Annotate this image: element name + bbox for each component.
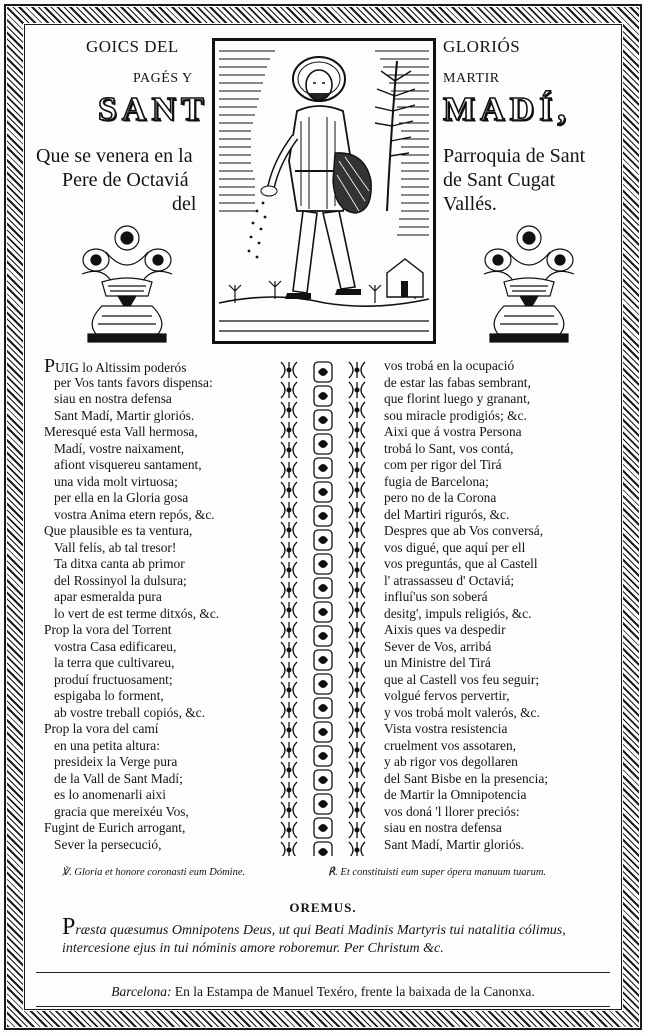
verse-line <box>44 606 219 623</box>
verse-text: ab vostre treball copiós, &c. <box>54 704 205 720</box>
verse-text: cruelment vos assotaren, <box>384 737 517 753</box>
verse-line <box>384 441 548 458</box>
title-right: GLORIÓS <box>443 37 521 56</box>
verse-text: vostra Anima etern repós, &c. <box>54 506 215 522</box>
verse-line <box>384 655 548 672</box>
verse-line <box>384 622 548 639</box>
verse-line <box>384 754 548 771</box>
verse-text: Prop la vora del Torrent <box>44 622 172 637</box>
verse-text: vos digué, que aquí per ell <box>384 539 526 555</box>
ornament-divider-1 <box>278 360 300 856</box>
verse-text: que al Castell vos feu seguir; <box>384 671 540 687</box>
verse-text: per Vos tants favors dispensa: <box>54 374 213 390</box>
verse-text: gracia que mereixéu Vos, <box>54 803 189 819</box>
verse-text: Vista vostra resistencia <box>384 721 508 736</box>
verse-line <box>44 771 219 788</box>
verse-line <box>384 606 548 623</box>
verse-line <box>44 474 219 491</box>
verse-line <box>384 474 548 491</box>
verse-line <box>44 589 219 606</box>
verse-line <box>44 705 219 722</box>
verse-line <box>384 787 548 804</box>
place-line-right-1: Parroquia de Sant <box>443 145 586 167</box>
response: ℟. Et constituisti eum super ópera manuum tuarum. <box>328 867 547 878</box>
verse-text: presideix la Verge pura <box>54 754 178 769</box>
verse-text: de la Vall de Sant Madí; <box>54 770 183 786</box>
verse-line <box>44 655 219 672</box>
verse-line <box>384 705 548 722</box>
verse-text: volgué fervos pervertir, <box>384 688 510 703</box>
verse-text: que florint luego y granant, <box>384 391 531 406</box>
imprint <box>0 984 646 1000</box>
verse-text: del Rossinyol la dulsura; <box>54 572 187 588</box>
verse-line <box>384 804 548 821</box>
verse-text: sou miracle prodigiós; &c. <box>384 407 527 423</box>
verse-text: y ab rigor vos degollaren <box>384 754 518 769</box>
ornament-divider-2 <box>312 360 334 856</box>
verse-text: lo vert de est terme ditxós, &c. <box>54 605 220 621</box>
verse-line <box>44 721 219 738</box>
verse-line <box>44 837 219 854</box>
place-line-left-2: Pere de Octaviá <box>62 169 189 191</box>
verse-line <box>44 672 219 689</box>
verse-line <box>44 754 219 771</box>
verse-line <box>384 424 548 441</box>
verse-line <box>44 622 219 639</box>
verse-text: del Martiri rigurós, &c. <box>384 506 510 522</box>
verse-line <box>384 721 548 738</box>
flower-vase-left-icon <box>72 222 182 350</box>
verse-line <box>44 408 219 425</box>
verses-left-column <box>44 355 220 853</box>
verse-text: fugia de Barcelona; <box>384 473 489 489</box>
verse-text: de Martir la Omnipotencia <box>384 787 527 802</box>
verse-text: vostra Casa edificareu, <box>54 638 177 654</box>
saint-woodcut-image <box>212 38 436 344</box>
verse-line <box>384 358 548 375</box>
verse-text: Despres que ab Vos conversá, <box>384 523 544 538</box>
verse-text: trobá lo Sant, vos contá, <box>384 440 514 456</box>
verse-line <box>384 820 548 837</box>
subtitle-right: MARTIR <box>443 71 500 86</box>
verse-text: per ella en la Gloria gosa <box>54 490 189 505</box>
verse-text: UIG lo Altissim poderós <box>55 360 187 375</box>
verse-text: la terra que cultivareu, <box>54 655 175 670</box>
prayer-text: ræsta quæsumus Omnipotens Deus, ut qui Beati Madinis Martyris tui natalitia cólimus, intercesione ejus in tui nóminis amore roboremur. Per Christum &c. <box>62 923 566 956</box>
verse-line <box>384 457 548 474</box>
verse-text: com per rigor del Tirá <box>384 457 502 472</box>
verse-text: y vos trobá molt valerós, &c. <box>384 704 540 720</box>
verse-text: vos doná 'l llorer preciós: <box>384 803 520 819</box>
verse-line <box>44 457 219 474</box>
verse-text: afiont visquereu santament, <box>54 457 202 472</box>
verse-line <box>44 540 219 557</box>
flower-vase-right-icon <box>474 222 584 350</box>
verse-text: un Ministre del Tirá <box>384 655 491 670</box>
verse-text: del Sant Bisbe en la presencia; <box>384 770 548 786</box>
verse-line <box>384 523 548 540</box>
verse-line <box>44 391 219 408</box>
verse-line <box>44 523 219 540</box>
verse-line <box>384 837 548 854</box>
verse-line <box>384 771 548 788</box>
verse-line <box>44 507 219 524</box>
ornament-divider-3 <box>346 360 368 856</box>
verse-line <box>44 738 219 755</box>
verse-text: una vida molt virtuosa; <box>54 473 178 489</box>
verse-text: Meresqué esta Vall hermosa, <box>44 424 198 439</box>
verses-right-column <box>384 358 548 853</box>
verse-text: apar esmeralda pura <box>54 589 162 604</box>
verse-text: Sant Madí, Martir gloriós. <box>384 836 525 852</box>
verse-line <box>384 540 548 557</box>
verse-line <box>384 738 548 755</box>
verse-line <box>44 804 219 821</box>
verse-line <box>384 688 548 705</box>
verse-text: Fugint de Eurich arrogant, <box>44 820 186 835</box>
verse-line <box>384 490 548 507</box>
verse-line <box>384 391 548 408</box>
verse-text: siau en nostra defensa <box>384 820 502 835</box>
verse-line <box>384 556 548 573</box>
verse-line <box>384 507 548 524</box>
verse-line <box>44 688 219 705</box>
verse-text: pero no de la Corona <box>384 490 497 505</box>
title-left: GOICS DEL <box>86 37 179 56</box>
versicle: ℣. Gloria et honore coronasti eum Dómine. <box>62 867 246 878</box>
verse-text: de estar las fabas sembrant, <box>384 374 531 390</box>
verse-line <box>44 639 219 656</box>
verse-text: produí fructuosament; <box>54 671 173 687</box>
place-line-left-1: Que se venera en la <box>36 145 193 167</box>
verse-line <box>384 639 548 656</box>
verse-text: l' atrassasseu d' Octaviá; <box>384 572 515 588</box>
verse-line <box>44 375 219 392</box>
verse-text: Que plausible es ta ventura, <box>44 523 193 538</box>
rule-bottom <box>36 1006 610 1007</box>
verse-text: espigaba lo forment, <box>54 688 164 703</box>
verse-line <box>384 672 548 689</box>
place-line-left-3: del <box>172 193 197 215</box>
place-line-right-2: de Sant Cugat <box>443 169 556 191</box>
drop-initial: P <box>44 355 56 377</box>
verse-text: en una petita altura: <box>54 737 160 753</box>
verse-line <box>384 375 548 392</box>
verse-line <box>44 556 219 573</box>
oremus-heading: OREMUS. <box>289 900 357 915</box>
verse-line <box>384 408 548 425</box>
verse-text: vos trobá en la ocupació <box>384 358 515 373</box>
verse-text: Aixi que á vostra Persona <box>384 424 522 439</box>
verse-line <box>44 355 219 377</box>
verse-text: Ta ditxa canta ab primor <box>54 556 185 571</box>
verse-text: siau en nostra defensa <box>54 391 172 406</box>
oremus-prayer <box>62 914 592 958</box>
subtitle-left: PAGÉS Y <box>133 71 193 86</box>
verse-text: influí'us son soberá <box>384 589 488 604</box>
verse-text: desitg', impuls religiós, &c. <box>384 605 532 621</box>
verse-line <box>384 589 548 606</box>
verse-text: es lo anomenarli aixi <box>54 787 166 802</box>
verse-line <box>44 820 219 837</box>
verse-line <box>44 441 219 458</box>
imprint-text: En la Estampa de Manuel Texéro, frente la baixada de la Canonxa. <box>171 984 535 999</box>
prayer-initial: P <box>62 914 76 940</box>
verse-text: Aixis ques va despedir <box>384 622 506 637</box>
verse-text: Prop la vora del camí <box>44 721 159 736</box>
verse-line <box>44 424 219 441</box>
rule-top <box>36 972 610 973</box>
verse-line <box>44 490 219 507</box>
imprint-place: Barcelona: <box>111 984 172 999</box>
verse-line <box>44 573 219 590</box>
verse-text: Madí, vostre naixament, <box>54 440 185 456</box>
saint-name-right: MADÍ, <box>443 91 571 128</box>
verse-text: Sant Madí, Martir gloriós. <box>54 407 195 423</box>
verse-line <box>44 787 219 804</box>
verse-text: Vall felís, ab tal tresor! <box>54 539 177 555</box>
verse-text: Sever la persecució, <box>54 836 162 852</box>
verse-line <box>384 573 548 590</box>
saint-name-left: SANT <box>98 91 209 128</box>
verse-text: vos preguntás, que al Castell <box>384 556 538 571</box>
verse-text: Sever de Vos, arribá <box>384 638 492 654</box>
place-line-right-3: Vallés. <box>443 193 497 215</box>
